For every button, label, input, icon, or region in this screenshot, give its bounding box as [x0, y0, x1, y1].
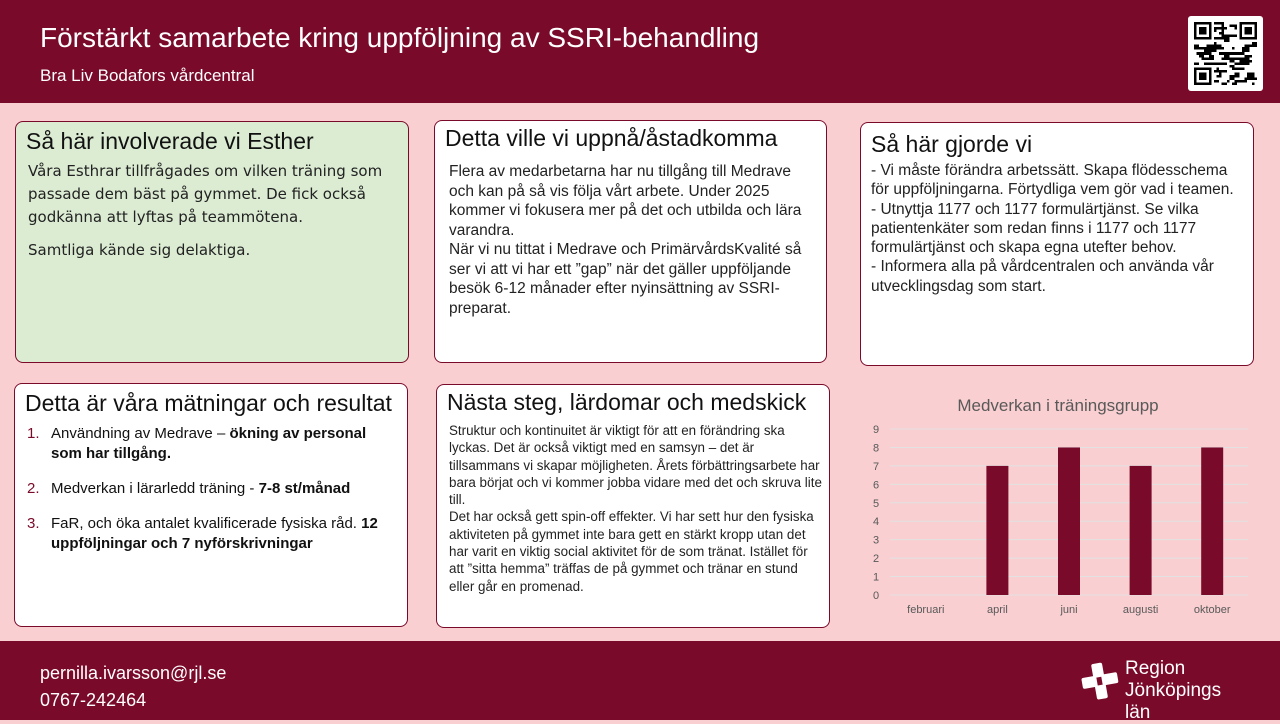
section-next-text: Struktur och kontinuitet är viktigt för att en förändring ska lyckas. Det är också viktigt med en samsyn – det är tillsammans vi skapar möjligheten. Årets förbättringsarbete har bara börjat och vi kommer jobba vidare med det och skruva lite till. [449, 423, 822, 508]
logo-text-region: Region [1125, 658, 1186, 679]
list-item [27, 424, 397, 464]
section-next-title: Nästa steg, lärdomar och medskick [447, 389, 807, 415]
section-method-line: - Informera alla på vårdcentralen och använda vår utvecklingsdag som start. [871, 258, 1214, 295]
list-item-text: Användning av Medrave – [51, 425, 230, 442]
logo-text-county: Jönköpings län [1125, 680, 1222, 723]
y-tick-label: 1 [872, 571, 880, 584]
y-tick-label: 8 [872, 442, 880, 455]
section-esther-paragraph: Samtliga kände sig delaktiga. [28, 241, 251, 259]
x-tick-label: april [987, 604, 1008, 616]
y-tick-label: 3 [872, 534, 880, 547]
x-tick-label: oktober [1193, 604, 1231, 616]
section-method-title: Så här gjorde vi [871, 131, 1033, 157]
region-logo [1078, 657, 1248, 723]
chart-svg [862, 388, 1262, 628]
section-method [860, 122, 1254, 366]
y-tick-label: 0 [872, 590, 880, 602]
list-number: 3. [27, 515, 40, 532]
x-tick-label: juni [1060, 604, 1078, 616]
header-bar [0, 0, 1280, 103]
chart-bar [1130, 466, 1152, 595]
section-results-title: Detta är våra mätningar och resultat [25, 390, 392, 416]
list-number: 2. [27, 480, 40, 497]
section-esther-paragraph: Våra Esthrar tillfrågades om vilken träning som passade dem bäst på gymmet. De fick också godkänna att lyftas på teammötena. [28, 162, 383, 226]
section-method-line: - Utnyttja 1177 och 1177 formulärtjänst. Se vilka patientenkäter som redan finns i 1177 och 1177 formulärtjänst och skapa egna utefter behov. [871, 200, 1199, 257]
section-goal [434, 120, 827, 363]
section-goal-title: Detta ville vi uppnå/åstadkomma [445, 125, 778, 151]
list-item-bold: ökning av personal som har tillgång. [51, 425, 367, 462]
contact-phone: 0767-242464 [40, 690, 147, 710]
list-item-text: FaR, och öka antalet kvalificerade fysiska råd. [51, 515, 362, 532]
footer-bar [0, 641, 1280, 723]
page-title: Förstärkt samarbete kring uppföljning av SSRI-behandling [40, 22, 760, 53]
list-number: 1. [27, 425, 40, 442]
results-list [27, 424, 397, 569]
x-tick-label: februari [907, 604, 945, 616]
section-next-steps [436, 384, 830, 628]
qr-code-icon[interactable] [1188, 16, 1263, 91]
contact-email[interactable]: pernilla.ivarsson@rjl.se [40, 663, 227, 683]
page-subtitle: Bra Liv Bodafors vårdcentral [40, 66, 255, 85]
participation-chart [862, 388, 1262, 628]
list-item-bold: 7-8 st/månad [258, 480, 351, 497]
section-goal-text: När vi nu tittat i Medrave och PrimärvårdsKvalité så ser vi att vi har ett ”gap” när det gäller uppföljande besök 6-12 månader efter nyinsättning av SSRI-preparat. [449, 241, 802, 317]
section-esther-title: Så här involverade vi Esther [26, 128, 314, 154]
y-tick-label: 7 [872, 460, 880, 473]
section-results [14, 383, 408, 627]
section-goal-text: Flera av medarbetarna har nu tillgång till Medrave och kan på så vis följa vårt arbete. Under 2025 kommer vi fokusera mer på det och utbilda och lära varandra. [449, 163, 802, 239]
y-tick-label: 6 [872, 479, 880, 492]
section-esther [15, 121, 409, 363]
y-tick-label: 4 [872, 516, 880, 529]
chart-bar [986, 466, 1008, 595]
section-method-line: - Vi måste förändra arbetssätt. Skapa flödesschema för uppföljningarna. Förtydliga vem gör vad i teamen. [871, 162, 1234, 199]
chart-title: Medverkan i träningsgrupp [957, 396, 1159, 415]
y-tick-label: 9 [872, 424, 880, 436]
section-next-text: Det har också gett spin-off effekter. Vi har sett hur den fysiska aktiviteten på gymmet inte bara gett en stärkt kropp utan det har varit en viktig social aktivitet för de som tränat. Istället för att ”sitta hemma” träffas de på gymmet och tränar en stund eller går en promenad. [449, 509, 814, 594]
chart-bar [1058, 447, 1080, 595]
y-tick-label: 5 [872, 497, 880, 510]
list-item [27, 479, 397, 499]
list-item [27, 514, 397, 554]
list-item-text: Medverkan i lärarledd träning - [51, 480, 259, 497]
chart-bar [1201, 447, 1223, 595]
list-item-bold: 12 uppföljningar och 7 nyförskrivningar [51, 515, 378, 552]
x-tick-label: augusti [1122, 604, 1159, 616]
y-tick-label: 2 [872, 553, 880, 566]
region-cross-logo-icon [1080, 661, 1120, 701]
